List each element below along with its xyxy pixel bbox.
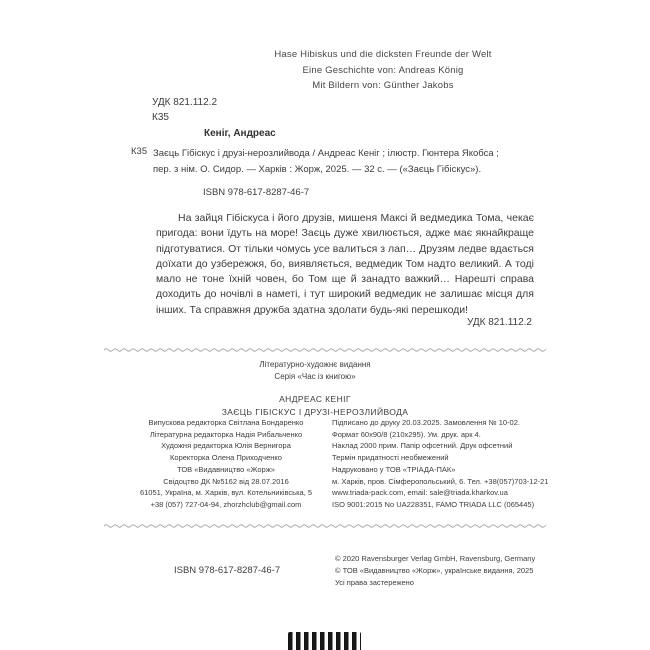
copyright-block — [335, 553, 575, 590]
publisher-info-line: ТОВ «Видавництво «Жорж» — [177, 465, 275, 474]
staff-credit-line: Коректорка Олена Приходченко — [170, 452, 282, 462]
publisher-info-line: 61051, Україна, м. Харків, вул. Котельниківська, 5 — [139, 488, 313, 497]
printer-info-line: ISO 9001:2015 No UA228351, FAMO TRIADA LLC (065445) — [332, 499, 535, 509]
staff-credit-line: Випускова редакторка Світлана Бондаренко — [148, 418, 304, 427]
publisher-info-line: +38 (057) 727-04-94, zhorzhclub@gmail.com — [150, 499, 302, 509]
copyright-line: © ТОВ «Видавництво «Жорж», українське видання, 2025 — [335, 566, 534, 576]
printer-info-line: м. Харків, пров. Сімферопольський, 6. Тел. +38(057)703-12-21 — [332, 476, 549, 486]
printer-info — [332, 464, 560, 510]
original-title: Hase Hibiskus und die dicksten Freunde der Welt — [274, 49, 492, 60]
printing-info-line: Підписано до друку 20.03.2025. Замовлення № 10-02. — [332, 418, 520, 427]
book-title-caps: ЗАЄЦЬ ГІБІСКУС І ДРУЗІ-НЕРОЗЛИЙВОДА — [221, 407, 409, 417]
bib-author-sign: К35 — [131, 146, 148, 157]
series-name: Серія «Час із книгою» — [274, 372, 356, 381]
original-author-credit: Eine Geschichte von: Andreas König — [302, 64, 464, 76]
barcode — [288, 632, 361, 650]
footer-isbn: ISBN 978-617-8287-46-7 — [174, 565, 281, 576]
wavy-divider-top — [104, 347, 546, 353]
udc-code: УДК 821.112.2 — [152, 97, 218, 108]
publisher-info-line: Свідоцтво ДК №5162 від 28.07.2016 — [163, 476, 289, 486]
udc-code-bottom: УДК 821.112.2 — [466, 317, 532, 328]
printing-info — [332, 417, 560, 463]
printing-info-line: Наклад 2000 прим. Папір офсетний. Друк офсетний — [332, 441, 513, 450]
bib-author: Кеніг, Андреас — [204, 128, 276, 139]
bib-entry-line2: пер. з нім. О. Сидор. — Харків : Жорж, 2025. — 32 с. — («Заєць Гібіскус»). — [153, 164, 482, 175]
wavy-divider-bottom — [104, 523, 546, 529]
bib-entry-line1: Заєць Гібіскус і друзі-нерозлийвода / Андреас Кеніг ; ілюстр. Гюнтера Якобса ; — [153, 148, 499, 159]
printer-info-line: www.triada-pack.com, email: sale@triada.kharkov.ua — [332, 488, 508, 497]
publisher-info — [118, 464, 334, 510]
printing-info-line: Термін придатності необмежений — [332, 452, 449, 462]
original-illustrator-credit: Mit Bildern von: Günther Jakobs — [312, 80, 454, 91]
printing-info-line: Формат 60х90/8 (210х295). Ум. друк. арк 4. — [332, 429, 481, 439]
edition-kind: Літературно-художнє видання — [259, 360, 371, 369]
book-author-caps: АНДРЕАС КЕНІГ — [279, 394, 351, 404]
udc-block — [152, 95, 217, 125]
copyright-line: © 2020 Ravensburger Verlag GmbH, Ravensburg, Germany — [335, 554, 536, 563]
staff-credits — [118, 417, 334, 463]
copyright-line: Усі права застережено — [335, 578, 414, 588]
printer-info-line: Надруковано у ТОВ «ТРІАДА-ПАК» — [332, 465, 456, 474]
annotation-text: На зайця Гібіскуса і його друзів, мишеня Максі й ведмедика Тома, чекає пригода: вони їдуть на море! Заєць дуже хвилюється, адже має якнайкраще підготуватися. От тільки чомусь усе валиться з лап… Друзям ледве вдається доїхати до узбережжя, бо, виявляється, ведмедик Том надто великий. А тоді мало не тоне їхній човен, бо Том ще й занадто важкий… Нарешті справа доходить до ночівлі в наметі, і тут широкий ведмедик не залишає місця для інших. Та справжня дружба здатна здолати будь-які перешкоди! — [156, 212, 534, 316]
staff-credit-line: Літературна редакторка Надія Рибальченко — [149, 429, 303, 439]
author-sign: К35 — [152, 112, 169, 123]
bib-entry — [153, 146, 499, 178]
isbn-number: ISBN 978-617-8287-46-7 — [203, 187, 310, 198]
original-title-block — [233, 47, 533, 94]
staff-credit-line: Художня редакторка Юлія Вернигора — [161, 441, 291, 450]
